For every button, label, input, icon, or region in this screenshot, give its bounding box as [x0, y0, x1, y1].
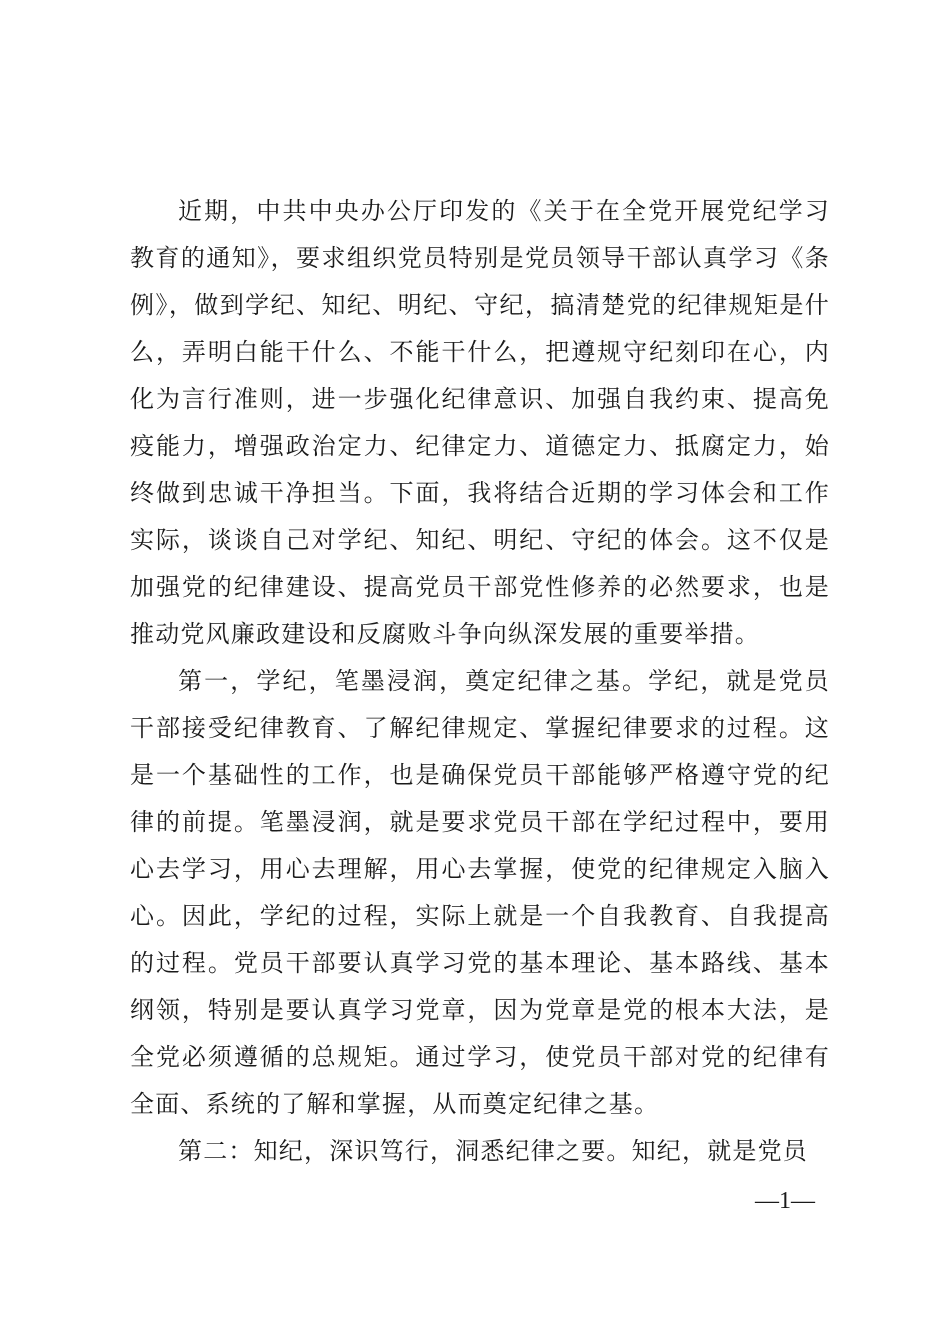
paragraph-first-point: 第一，学纪，笔墨浸润，奠定纪律之基。学纪，就是党员干部接受纪律教育、了解纪律规定、掌握纪律要求的过程。这是一个基础性的工作，也是确保党员干部能够严格遵守党的纪律的前提。笔墨浸润，就是要求党员干部在学纪过程中，要用心去学习，用心去理解，用心去掌握，使党的纪律规定入脑入心。因此，学纪的过程，实际上就是一个自我教育、自我提高的过程。党员干部要认真学习党的基本理论、基本路线、基本纲领，特别是要认真学习党章，因为党章是党的根本大法，是全党必须遵循的总规矩。通过学习，使党员干部对党的纪律有全面、系统的了解和掌握，从而奠定纪律之基。	[130, 667, 830, 1118]
paragraph-second-point: 第二：知纪，深识笃行，洞悉纪律之要。知纪，就是党员	[178, 1137, 808, 1165]
document-body	[130, 188, 830, 1175]
page-number: —1—	[755, 1188, 815, 1214]
paragraph-intro: 近期，中共中央办公厅印发的《关于在全党开展党纪学习教育的通知》，要求组织党员特别是党员领导干部认真学习《条例》，做到学纪、知纪、明纪、守纪，搞清楚党的纪律规矩是什么，弄明白能干什么、不能干什么，把遵规守纪刻印在心，内化为言行准则，进一步强化纪律意识、加强自我约束、提高免疫能力，增强政治定力、纪律定力、道德定力、抵腐定力，始终做到忠诚干净担当。下面，我将结合近期的学习体会和工作实际，谈谈自己对学纪、知纪、明纪、守纪的体会。这不仅是加强党的纪律建设、提高党员干部党性修养的必然要求，也是推动党风廉政建设和反腐败斗争向纵深发展的重要举措。	[130, 197, 830, 648]
